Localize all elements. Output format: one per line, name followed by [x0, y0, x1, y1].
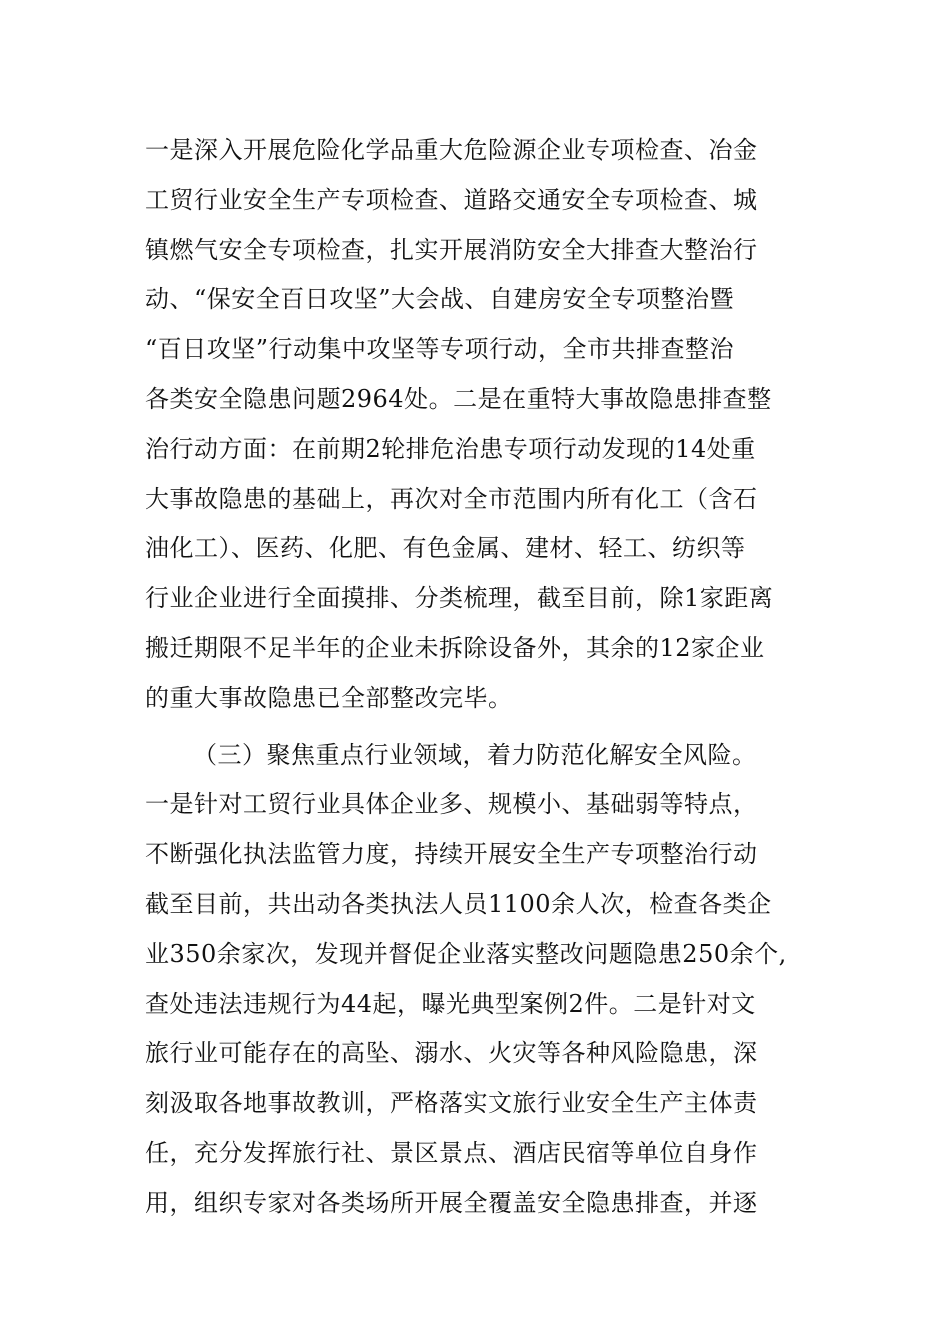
text-line: 一是深入开展危险化学品重大危险源企业专项检查、冶金: [145, 136, 758, 164]
text-line: 镇燃气安全专项检查，扎实开展消防安全大排查大整治行: [145, 235, 758, 264]
text-line: 旅行业可能存在的高坠、溺水、火灾等各种风险隐患，深: [145, 1039, 758, 1068]
text-line: 治行动方面：在前期2轮排危治患专项行动发现的14处重: [145, 434, 756, 463]
text-line: 用，组织专家对各类场所开展全覆盖安全隐患排查，并逐: [145, 1188, 758, 1217]
text-line: 各类安全隐患问题2964处。二是在重特大事故隐患排查整: [145, 384, 772, 413]
text-line: 大事故隐患的基础上，再次对全市范围内所有化工（含石: [145, 484, 758, 513]
text-line: 任，充分发挥旅行社、景区景点、酒店民宿等单位自身作: [145, 1138, 758, 1167]
section-heading: （三）聚焦重点行业领域，着力防范化解安全风险。: [193, 740, 757, 769]
text-line: 截至目前，共出动各类执法人员1100余人次，检查各类企: [145, 889, 772, 918]
text-line: 搬迁期限不足半年的企业未拆除设备外，其余的12家企业: [145, 633, 765, 662]
document-body: [145, 126, 835, 1229]
text-line: 一是针对工贸行业具体企业多、规模小、基础弱等特点，: [145, 790, 758, 819]
text-line: 工贸行业安全生产专项检查、道路交通安全专项检查、城: [145, 185, 758, 214]
text-line: 行业企业进行全面摸排、分类梳理，截至目前，除1家距离: [145, 584, 774, 613]
text-line: 不断强化执法监管力度，持续开展安全生产专项整治行动: [145, 840, 758, 869]
text-line: 油化工）、医药、化肥、有色金属、建材、轻工、纺织等: [145, 534, 746, 563]
text-line: 的重大事故隐患已全部整改完毕。: [145, 683, 513, 712]
text-line: 刻汲取各地事故教训，严格落实文旅行业安全生产主体责: [145, 1089, 758, 1118]
paragraph-gap: [145, 724, 835, 731]
text-line: 动、“保安全百日攻坚”大会战、自建房安全专项整治暨: [145, 285, 735, 314]
text-line: 查处违法违规行为44起，曝光典型案例2件。二是针对文: [145, 989, 756, 1018]
text-line: “百日攻坚”行动集中攻坚等专项行动，全市共排查整治: [145, 335, 735, 364]
text-line: 业350余家次，发现并督促企业落实整改问题隐患250余个,: [145, 939, 787, 968]
